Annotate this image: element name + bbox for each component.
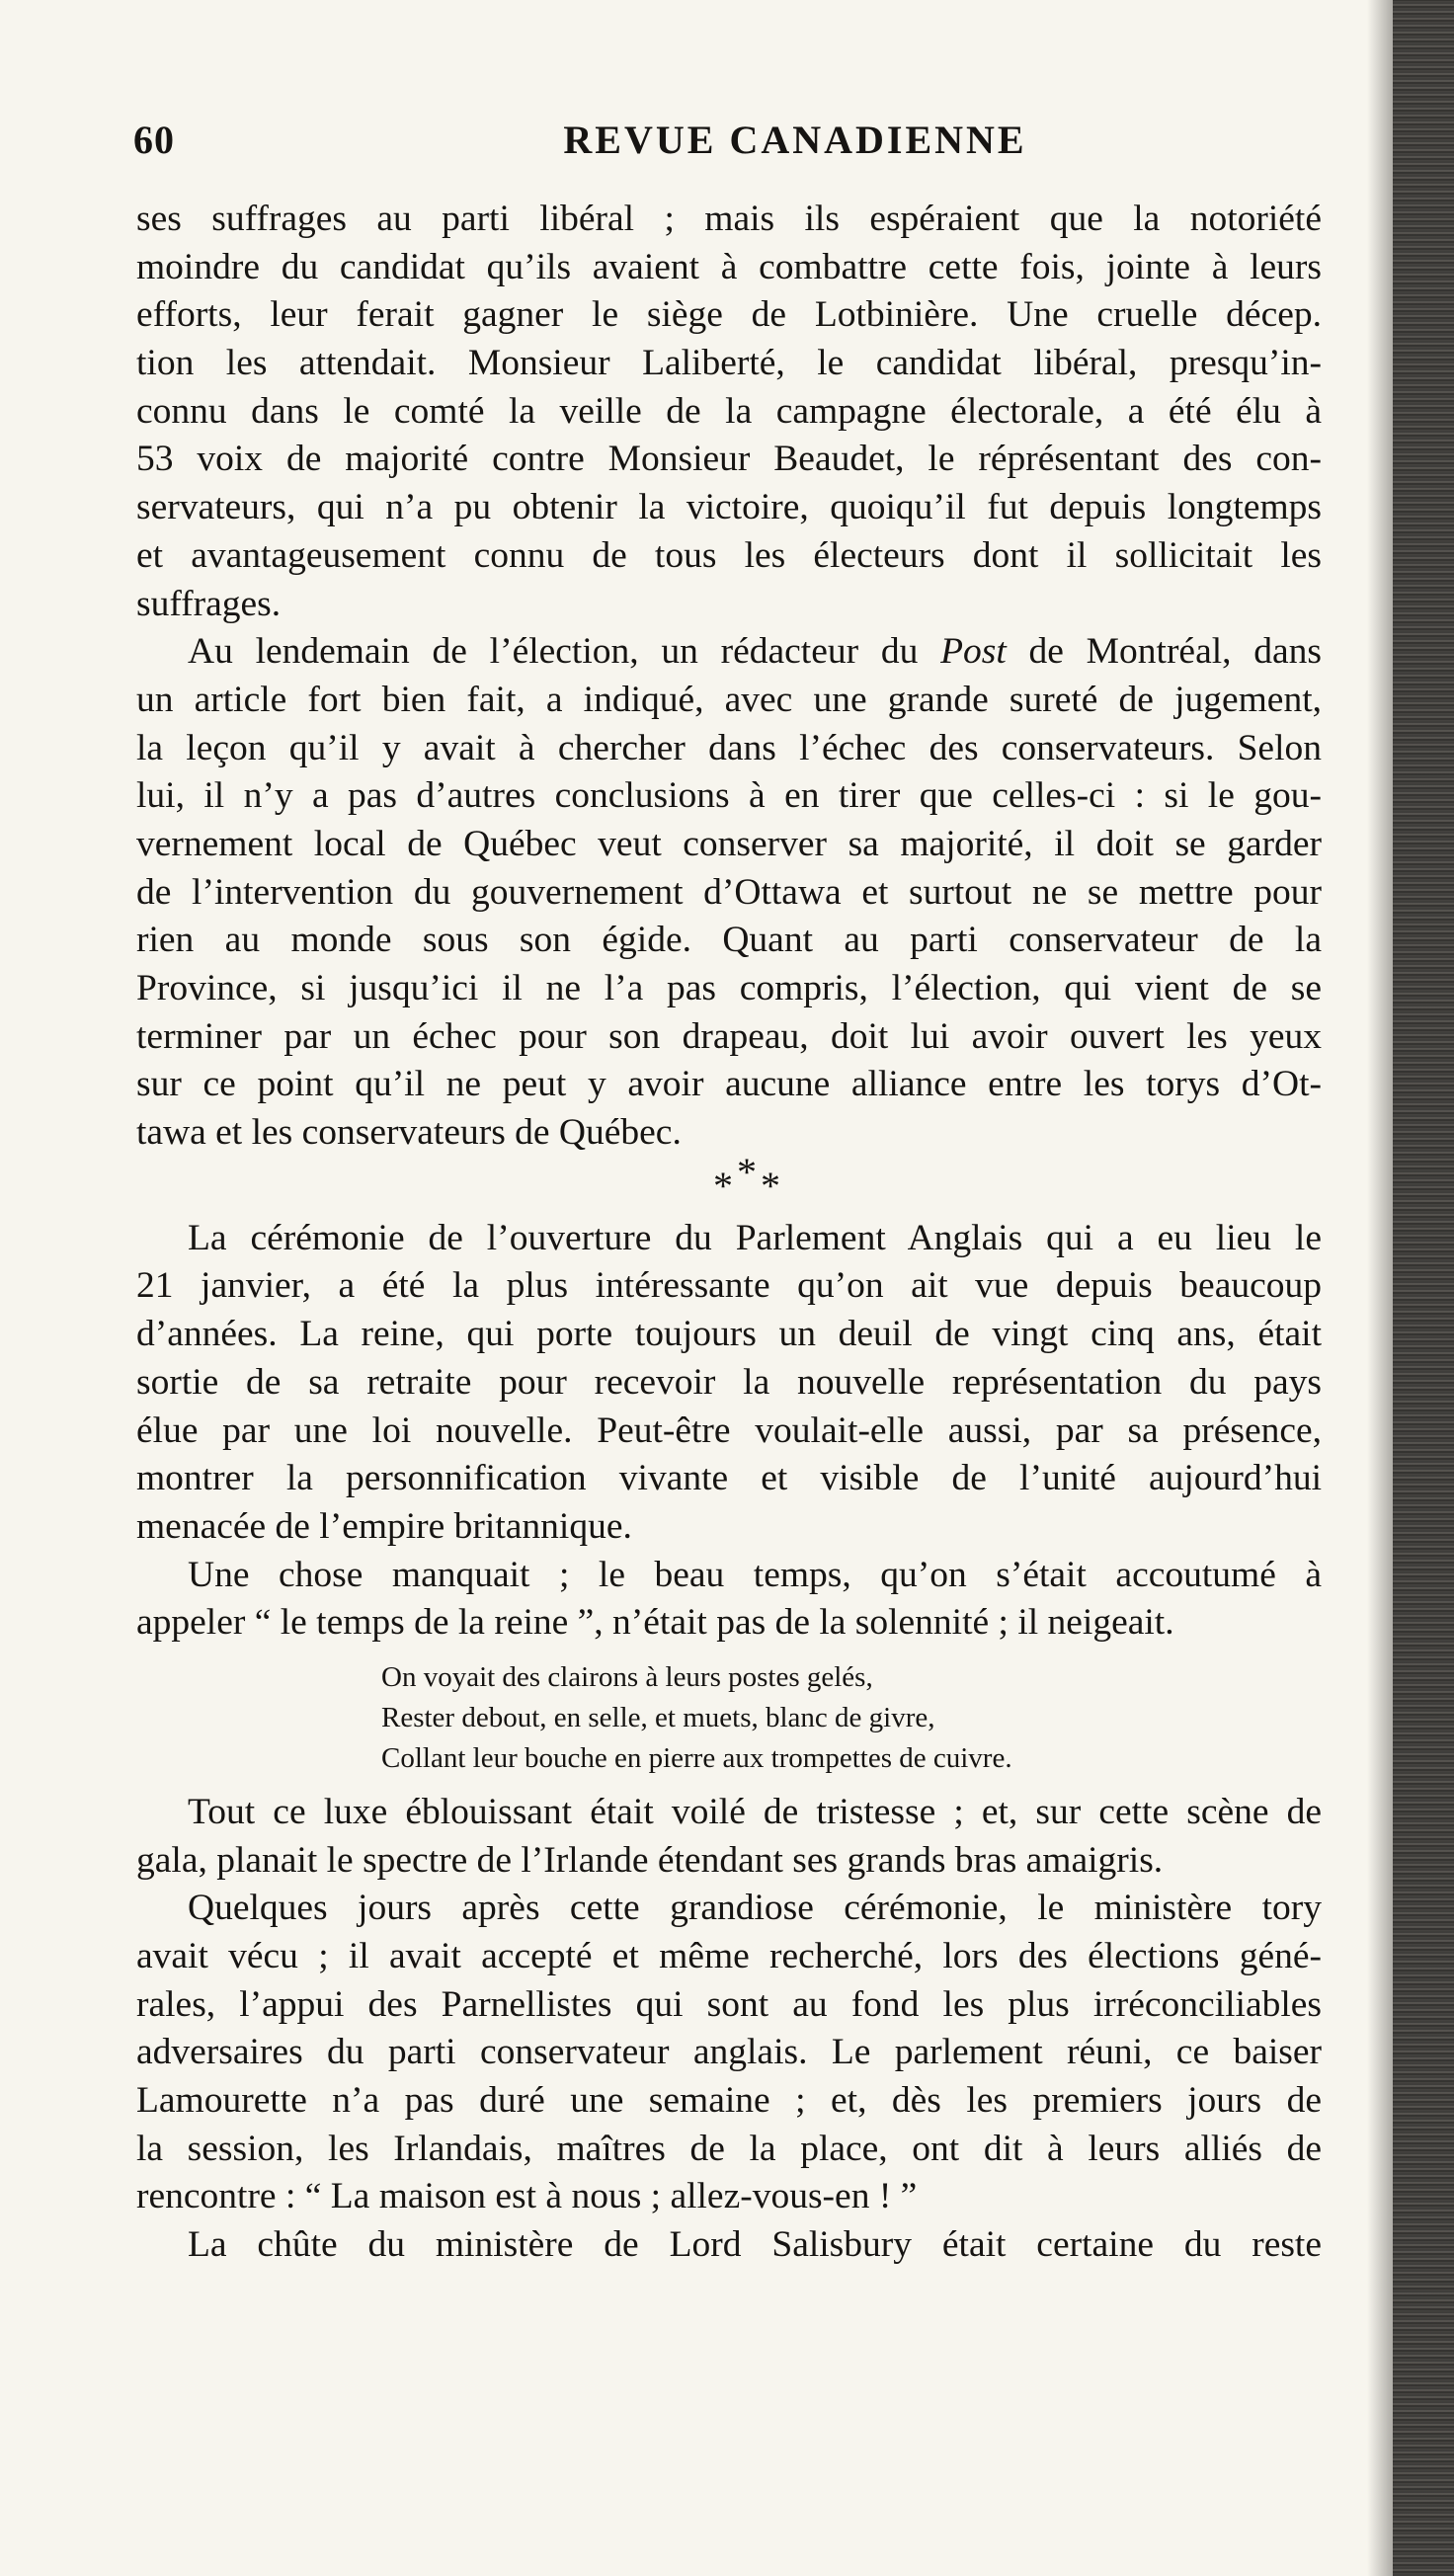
text-line: rien au monde sous son égide. Quant au parti conservateur de la — [136, 920, 1322, 961]
page-number: 60 — [133, 118, 175, 162]
text-line: connu dans le comté la veille de la campagne électorale, a été élu à — [136, 390, 1322, 432]
text-line: gala, planait le spectre de l’Irlande étendant ses grands bras amaigris. — [136, 1839, 1164, 1881]
italic-title-post: Post — [940, 631, 1007, 673]
text-line: Province, si jusqu’ici il ne l’a pas compris, l’élection, qui vient de se — [136, 968, 1322, 1008]
running-title: REVUE CANADIENNE — [563, 118, 1027, 162]
text-line: moindre du candidat qu’ils avaient à combattre cette fois, jointe à leurs — [136, 246, 1322, 287]
asterism-star: * — [713, 1163, 737, 1208]
asterism-star: * — [737, 1149, 761, 1194]
text-line: menacée de l’empire britannique. — [136, 1505, 632, 1547]
book-page-edge — [1393, 0, 1454, 2576]
verse-line: Collant leur bouche en pierre aux trompettes de cuivre. — [381, 1741, 1012, 1774]
section-asterism — [136, 1149, 1322, 1215]
text-line: adversaires du parti conservateur anglais. Le parlement réuni, ce baiser — [136, 2032, 1322, 2073]
text-line: 53 voix de majorité contre Monsieur Beaudet, le réprésentant des con- — [136, 439, 1322, 480]
verse-line: Rester debout, en selle, et muets, blanc de givre, — [381, 1701, 935, 1733]
page-edge-shadow — [1367, 0, 1393, 2576]
text-line: La cérémonie de l’ouverture du Parlement Anglais qui a eu lieu le — [188, 1217, 1322, 1258]
asterism-star: * — [761, 1163, 784, 1208]
text-line: la leçon qu’il y avait à chercher dans l’échec des conservateurs. Selon — [136, 727, 1322, 768]
text-line: vernement local de Québec veut conserver sa majorité, il doit se garder — [136, 823, 1322, 864]
text-line: La chûte du ministère de Lord Salisbury était certaine du reste — [188, 2224, 1322, 2266]
verse-spacer — [136, 1779, 1322, 1789]
text-line: tawa et les conservateurs de Québec. — [136, 1112, 682, 1154]
text-line: suffrages. — [136, 583, 282, 624]
text-line: Quelques jours après cette grandiose cérémonie, le ministère tory — [188, 1888, 1322, 1929]
text-line: rales, l’appui des Parnellistes qui sont au fond les plus irréconciliables — [136, 1983, 1322, 2025]
text-line: sur ce point qu’il ne peut y avoir aucune alliance entre les torys d’Ot- — [136, 1064, 1322, 1105]
text-line: tion les attendait. Monsieur Laliberté, le candidat libéral, presqu’in- — [136, 343, 1322, 384]
text-line: terminer par un échec pour son drapeau, doit lui avoir ouvert les yeux — [136, 1015, 1322, 1057]
text-line: ses suffrages au parti libéral ; mais ils espéraient que la notoriété — [136, 199, 1322, 239]
verse-line: On voyait des clairons à leurs postes gelés, — [381, 1660, 873, 1693]
text-line: rencontre : “ La maison est à nous ; allez-vous-en ! ” — [136, 2176, 918, 2217]
text-line: d’années. La reine, qui porte toujours un deuil de vingt cinq ans, était — [136, 1314, 1322, 1355]
text-line: lui, il n’y a pas d’autres conclusions à en tirer que celles-ci : si le gou- — [136, 775, 1322, 817]
text-line — [136, 628, 1322, 677]
text-line: la session, les Irlandais, maîtres de la place, ont dit à leurs alliés de — [136, 2128, 1322, 2169]
article-body — [136, 196, 1322, 2270]
text-line: élue par une loi nouvelle. Peut-être voulait-elle aussi, par sa présence, — [136, 1409, 1322, 1451]
text-line: avait vécu ; il avait accepté et même recherché, lors des élections géné- — [136, 1936, 1322, 1976]
text-line: Lamourette n’a pas duré une semaine ; et, dès les premiers jours de — [136, 2080, 1322, 2122]
text-line: Tout ce luxe éblouissant était voilé de tristesse ; et, sur cette scène de — [188, 1791, 1322, 1832]
text-line: de l’intervention du gouvernement d’Ottawa et surtout ne se mettre pour — [136, 871, 1322, 913]
text-line: montrer la personnification vivante et visible de l’unité aujourd’hui — [136, 1458, 1322, 1499]
text-run: Au lendemain de l’élection, un rédacteur du — [188, 631, 919, 673]
text-line: sortie de sa retraite pour recevoir la nouvelle représentation du pays — [136, 1361, 1322, 1403]
text-line: servateurs, qui n’a pu obtenir la victoire, quoiqu’il fut depuis longtemps — [136, 487, 1322, 528]
text-line: et avantageusement connu de tous les électeurs dont il sollicitait les — [136, 534, 1322, 576]
text-line: Une chose manquait ; le beau temps, qu’on s’était accoutumé à — [188, 1554, 1322, 1595]
text-line: un article fort bien fait, a indiqué, avec une grande sureté de jugement, — [136, 679, 1322, 720]
text-line: appeler “ le temps de la reine ”, n’était pas de la solennité ; il neigeait. — [136, 1602, 1174, 1644]
text-line: 21 janvier, a été la plus intéressante qu’on ait vue depuis beaucoup — [136, 1265, 1322, 1307]
page-header — [133, 117, 1329, 176]
verse-spacer — [136, 1648, 1322, 1657]
text-run: de Montréal, dans — [1028, 631, 1322, 673]
text-line: efforts, leur ferait gagner le siège de Lotbinière. Une cruelle décep. — [136, 294, 1322, 336]
